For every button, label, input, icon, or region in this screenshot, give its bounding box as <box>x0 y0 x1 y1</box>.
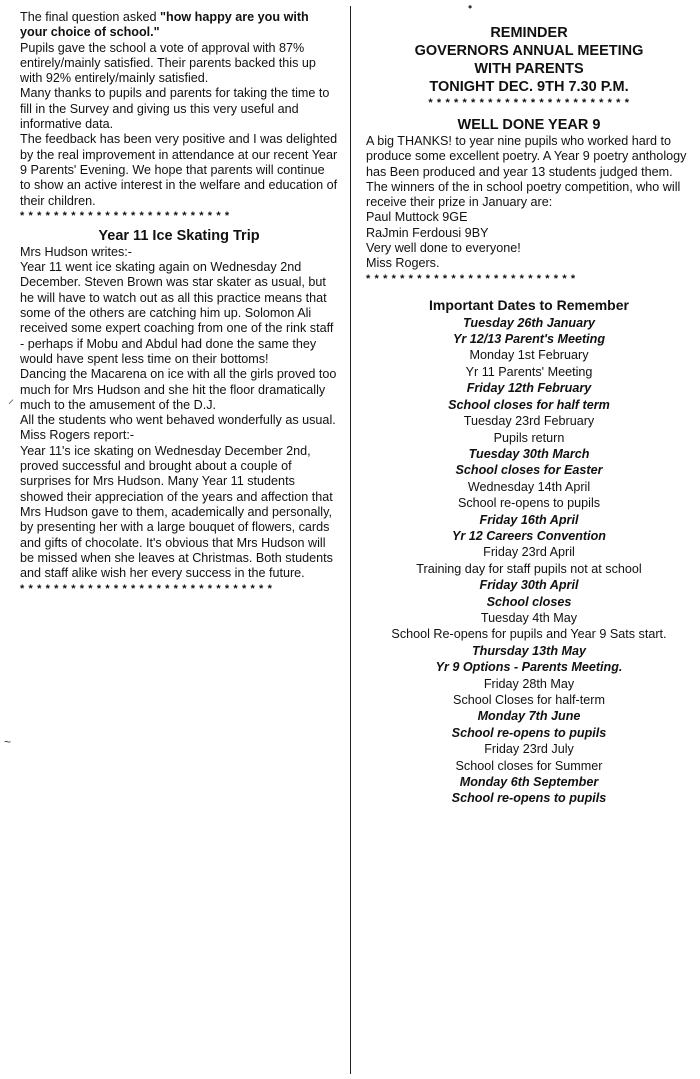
date-entry: Yr 9 Options - Parents Meeting. <box>435 660 623 675</box>
ice-para-4: All the students who went behaved wonderfully as usual. <box>20 413 336 428</box>
date-entry: Tuesday 4th May <box>480 610 578 625</box>
closing-line: Very well done to everyone! <box>366 241 521 256</box>
winner-2: RaJmin Ferdousi 9BY <box>366 225 489 240</box>
date-entry: Yr 12/13 Parent's Meeting <box>452 332 606 347</box>
date-entry: School Re-opens for pupils and Year 9 Sats start. <box>391 627 667 642</box>
feedback-paragraph: The feedback has been very positive and I was delighted by the real improvement in attendance at our recent Year 9 Parents' Evening. We hope that parents will continue to show an active interest in the welfare and education of their children. <box>20 132 338 208</box>
ice-para-1: Mrs Hudson writes:- <box>20 244 132 259</box>
date-entry: School closes <box>486 594 572 609</box>
margin-mark: ⸍ <box>8 397 15 411</box>
date-entry: Friday 16th April <box>479 512 579 527</box>
winner-1: Paul Muttock 9GE <box>366 210 468 225</box>
survey-intro-text: The final question asked <box>20 10 161 24</box>
date-entry: School re-opens to pupils <box>451 725 607 740</box>
date-entry: Friday 23rd July <box>484 742 574 757</box>
date-entry: School re-opens to pupils <box>457 496 601 511</box>
ice-skating-heading: Year 11 Ice Skating Trip <box>98 227 260 244</box>
survey-thanks: Many thanks to pupils and parents for taking the time to fill in the Survey and giving us this very useful and informative data. <box>20 86 330 132</box>
date-entry: School closes for Easter <box>455 463 603 478</box>
date-entry: Friday 12th February <box>466 381 592 396</box>
date-entry: School re-opens to pupils <box>451 791 607 806</box>
date-entry: Tuesday 23rd February <box>463 414 595 429</box>
date-entry: Monday 1st February <box>469 348 589 363</box>
date-entry: Training day for staff pupils not at school <box>416 561 642 576</box>
date-entry: Tuesday 26th January <box>462 315 596 330</box>
margin-mark: ~ <box>4 735 12 749</box>
date-entry: Yr 11 Parents' Meeting <box>465 364 593 379</box>
ice-para-6: Year 11's ice skating on Wednesday December 2nd, proved successful and brought about a couple of surprises for Mrs Hudson. Many Year 11 students showed their appreciation of the years and affection that Mrs Hudson gave to them, academically and personally, by presenting her with a large bouquet of flowers, cards and gifts of chocolate. It's obvious that Mrs Hudson will be missed when she leaves at Christmas. Both students and staff alike wish her every success in the future. <box>20 443 333 581</box>
reminder-line: WITH PARENTS <box>474 61 584 77</box>
reminder-line: REMINDER <box>490 25 568 41</box>
ice-para-3: Dancing the Macarena on ice with all the girls proved too much for Mrs Hudson and she hit the floor dramatically much to the amusement of the D.J. <box>20 367 337 412</box>
survey-quote: "how happy are you with your choice of school." <box>20 10 309 40</box>
date-entry: School Closes for half-term <box>453 693 605 708</box>
reminder-line: TONIGHT DEC. 9TH 7.30 P.M. <box>429 79 629 95</box>
year9-heading: WELL DONE YEAR 9 <box>457 117 601 133</box>
date-entry: Friday 23rd April <box>483 545 575 560</box>
ice-para-2: Year 11 went ice skating again on Wednesday 2nd December. Steven Brown was star skater as usual, but he will have to watch out as all this practice means that some of the others are catching him up. Solomon Ali received some expert coaching from one of the rink staff - perhaps if Mobu and Abdul had done the same they would have spent less time on their bottoms! <box>20 260 334 366</box>
scan-dot: • <box>468 0 473 14</box>
date-entry: Wednesday 14th April <box>467 479 591 494</box>
date-entry: Tuesday 30th March <box>468 446 590 461</box>
date-entry: Yr 12 Careers Convention <box>452 528 606 543</box>
date-entry: Friday 30th April <box>479 578 579 593</box>
right-column <box>366 10 692 807</box>
survey-results: Pupils gave the school a vote of approval with 87% entirely/mainly satisfied. Their parents backed this up with 92% entirely/mainly satisfied. <box>20 40 316 86</box>
reminder-block <box>366 24 692 96</box>
dates-list <box>366 315 692 807</box>
reminder-line: GOVERNORS ANNUAL MEETING <box>414 43 644 59</box>
date-entry: Thursday 13th May <box>471 643 587 658</box>
survey-intro <box>20 10 338 41</box>
star-divider: * * * * * * * * * * * * * * * * * * * * * * * * * * * * * * <box>20 583 273 596</box>
ice-para-5: Miss Rogers report:- <box>20 428 135 443</box>
date-entry: School closes for half term <box>448 397 610 412</box>
left-column <box>20 10 338 597</box>
date-entry: Monday 7th June <box>477 709 581 724</box>
date-entry: Monday 6th September <box>459 775 599 790</box>
date-entry: Pupils return <box>493 430 565 445</box>
year9-paragraph: A big THANKS! to year nine pupils who worked hard to produce some excellent poetry. A Year 9 poetry anthology has Been produced and year 13 students judged them. The winners of the in school poetry competition, who will receive their prize in January are: <box>366 134 687 210</box>
dates-title: Important Dates to Remember <box>429 296 629 313</box>
star-divider: * * * * * * * * * * * * * * * * * * * * * * * * * <box>366 272 576 285</box>
date-entry: Friday 28th May <box>483 676 575 691</box>
column-divider <box>350 6 351 1074</box>
date-entry: School closes for Summer <box>455 758 603 773</box>
star-divider: * * * * * * * * * * * * * * * * * * * * * * * * * <box>20 209 230 222</box>
star-divider: * * * * * * * * * * * * * * * * * * * * * * * * <box>428 97 630 109</box>
signature: Miss Rogers. <box>366 256 440 271</box>
